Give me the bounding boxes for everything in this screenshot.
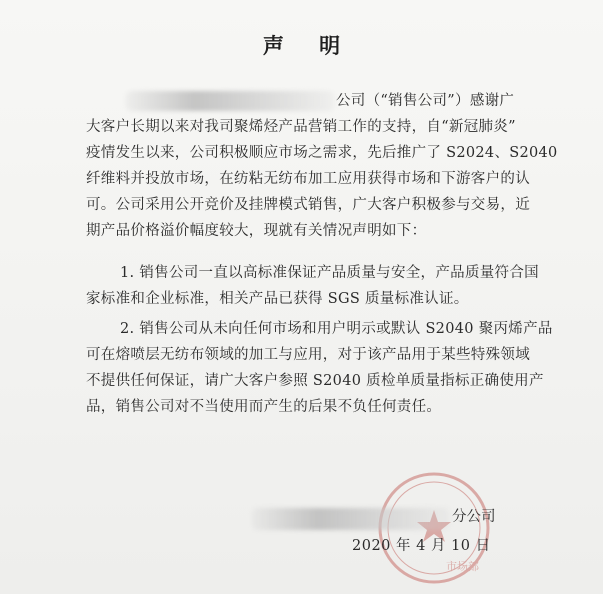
- intro-line-4: 纤维料并投放市场，在纺粘无纺布加工应用获得市场和下游客户的认: [86, 171, 530, 187]
- statement-item-2: [86, 316, 553, 420]
- intro-line-1: [86, 88, 558, 114]
- intro-paragraph: [86, 88, 558, 244]
- signature-company: 分公司: [452, 509, 496, 525]
- intro-line-6: 期产品价格溢价幅度较大，现就有关情况声明如下：: [86, 223, 427, 239]
- redacted-company-name: [126, 91, 334, 111]
- item-2-line-1: 2. 销售公司从未向任何市场和用户明示或默认 S2040 聚丙烯产品: [120, 321, 553, 337]
- item-1-line-1: 1. 销售公司一直以高标准保证产品质量与安全，产品质量符合国: [120, 265, 539, 281]
- intro-line-3: 疫情发生以来，公司积极顺应市场之需求，先后推广了 S2024、S2040: [86, 145, 558, 161]
- item-2-line-3: 不提供任何保证，请广大客户参照 S2040 质检单质量指标正确使用产: [86, 373, 544, 389]
- item-2-line-2: 可在熔喷层无纺布领域的加工与应用，对于该产品用于某些特殊领域: [86, 347, 530, 363]
- statement-item-1: [86, 260, 539, 312]
- intro-line-1-text: 公司（“销售公司”）感谢广: [336, 93, 515, 109]
- signature-date: 2020 年 4 月 10 日: [352, 538, 491, 554]
- svg-text:市场部: 市场部: [446, 560, 479, 573]
- intro-line-5: 可。公司采用公开竞价及挂牌模式销售，广大客户积极参与交易，近: [86, 197, 530, 213]
- item-1-line-2: 家标准和企业标准，相关产品已获得 SGS 质量标准认证。: [86, 291, 469, 307]
- redacted-signature-company: [252, 508, 450, 530]
- document-title: 声 明: [262, 33, 355, 58]
- intro-line-2: 大客户长期以来对我司聚烯烃产品营销工作的支持，自“新冠肺炎”: [86, 119, 516, 135]
- item-2-line-4: 品，销售公司对不当使用而产生的后果不负任何责任。: [86, 399, 442, 415]
